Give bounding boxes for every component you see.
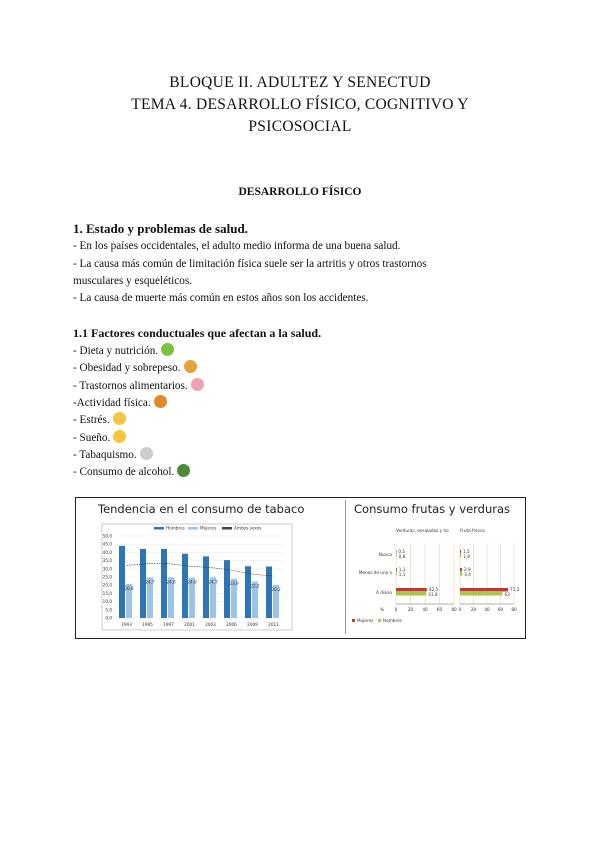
y-tick-label: 35,0 [102, 558, 112, 564]
data-label-hombres: 1,1 [398, 572, 406, 577]
factor-item [73, 412, 126, 426]
bar-mujeres [460, 588, 508, 592]
data-label-mujeres: 1,5 [463, 549, 470, 554]
chart-tabaco [76, 498, 344, 638]
factor-item-label: - Trastornos alimentarios. [73, 379, 188, 392]
factor-item [73, 343, 174, 357]
y-tick-label: 50,0 [102, 533, 112, 539]
legend-swatch [378, 619, 381, 622]
y-tick-label: 40,0 [102, 549, 112, 555]
x-axis-label: % [380, 607, 384, 612]
data-label-mujeres: 23,9 [229, 580, 239, 586]
header-line-3: PSICOSOCIAL [248, 118, 352, 135]
y-tick-label: 15,0 [102, 590, 112, 596]
row-label: A diario [375, 590, 392, 595]
data-label-mujeres: 71,2 [510, 587, 520, 592]
data-label-mujeres: 42,5 [428, 587, 439, 592]
bar-hombres [224, 560, 230, 618]
bar-hombres [182, 554, 188, 618]
data-label-hombres: 3,4 [464, 572, 471, 577]
factor-item-label: - Sueño. [73, 431, 111, 444]
data-label-hombres: 41,8 [428, 592, 438, 597]
data-label-mujeres: 1,1 [398, 567, 406, 572]
data-label-mujeres: 24,8 [166, 579, 176, 585]
burger-icon [184, 360, 197, 373]
factor-item [73, 464, 190, 478]
paragraph-2b: musculares y esqueléticos. [73, 275, 192, 287]
legend-swatch [188, 527, 198, 530]
legend-swatch [222, 527, 232, 530]
runner-icon [154, 395, 167, 408]
x-tick-label: 40 [484, 607, 490, 612]
bar-hombres [119, 546, 125, 618]
bar-hombres [396, 572, 397, 576]
bar-mujeres [460, 550, 461, 554]
factor-item-label: - Tabaquismo. [73, 448, 137, 461]
frown-face-icon [113, 412, 126, 425]
bar-hombres [460, 572, 462, 576]
x-tick-label: 60 [436, 607, 443, 612]
factor-item-label: -Actividad física. [73, 396, 151, 409]
chart-title-frutas: Consumo frutas y verduras [354, 502, 511, 516]
bar-hombres [460, 554, 461, 558]
figure-charts [75, 497, 526, 639]
bar-hombres [396, 554, 397, 558]
chart-title-tabaco: Tendencia en el consumo de tabaco [98, 502, 305, 516]
factor-item [73, 378, 204, 392]
x-tick-label: 20 [470, 607, 477, 612]
cigarette-icon [140, 447, 153, 460]
legend-label: Hombres [166, 525, 185, 531]
sleeping-face-icon [113, 430, 126, 443]
paragraph-3: - La causa de muerte más común en estos años son los accidentes. [73, 292, 369, 304]
bar-hombres [266, 567, 272, 618]
legend-label: Mujeres [200, 525, 217, 531]
y-tick-label: 25,0 [102, 574, 112, 580]
x-tick-label: 0 [394, 607, 398, 612]
x-tick-label: 2006 [226, 622, 237, 627]
x-tick-label: 80 [511, 607, 517, 612]
factor-item-label: - Consumo de alcohol. [73, 466, 175, 479]
bar-hombres [203, 556, 209, 618]
data-label-hombres: 0,8 [398, 554, 406, 559]
y-tick-label: 10,0 [102, 599, 112, 605]
bottle-icon [177, 464, 190, 477]
panel-label: Fruta fresca [460, 528, 485, 533]
bar-hombres [460, 592, 503, 596]
data-label-mujeres: 20,8 [124, 585, 134, 591]
x-tick-label: 1993 [121, 622, 132, 627]
x-tick-label: 1997 [163, 622, 174, 627]
y-tick-label: 5,0 [105, 607, 112, 613]
green-apple-icon [161, 343, 174, 356]
header-line-1: BLOQUE II. ADULTEZ Y SENECTUD [169, 74, 431, 91]
factor-item [73, 360, 197, 374]
section-title: DESARROLLO FÍSICO [238, 186, 362, 198]
factor-item [73, 447, 153, 461]
chart-frutas [346, 498, 524, 638]
factor-item-label: - Estrés. [73, 414, 110, 427]
x-tick-label: 1995 [142, 622, 153, 627]
brain-icon [191, 378, 204, 391]
bar-mujeres [396, 588, 427, 592]
heading-factores: 1.1 Factores conductuales que afectan a la salud. [73, 326, 322, 340]
data-label-mujeres: 2,9 [463, 567, 471, 572]
data-label-mujeres: 20,2 [271, 586, 281, 592]
data-label-mujeres: 24,7 [145, 579, 155, 585]
header-line-2: TEMA 4. DESARROLLO FÍSICO, COGNITIVO Y [131, 96, 469, 113]
row-label: Menos de una v [358, 570, 392, 575]
row-label: Nunca [378, 552, 392, 557]
legend-swatch [352, 619, 355, 622]
x-tick-label: 2009 [247, 622, 258, 627]
x-tick-label: 20 [407, 607, 414, 612]
bar-mujeres [396, 568, 397, 572]
x-tick-label: 2011 [268, 622, 279, 627]
legend-swatch [154, 527, 164, 530]
factor-item [73, 395, 167, 409]
factor-item-label: - Dieta y nutrición. [73, 345, 159, 357]
data-label-mujeres: 24,7 [208, 579, 218, 585]
data-label-mujeres: 22,2 [250, 583, 260, 589]
x-tick-label: 80 [451, 607, 457, 612]
factor-item-label: - Obesidad y sobrepeso. [73, 362, 181, 375]
data-label-mujeres: 24,6 [187, 579, 197, 585]
bar-hombres [245, 566, 251, 618]
x-tick-label: 60 [497, 607, 504, 612]
legend-label: Hombres [383, 618, 402, 623]
y-tick-label: 30,0 [102, 566, 112, 572]
paragraph-1: - En los países occidentales, el adulto medio informa de una buena salud. [73, 240, 401, 252]
bar-mujeres [460, 568, 462, 572]
x-tick-label: 2003 [205, 622, 216, 627]
heading-estado-salud: 1. Estado y problemas de salud. [73, 221, 248, 236]
data-label-mujeres: 0,5 [398, 549, 406, 554]
factor-item [73, 430, 126, 444]
data-label-hombres: 1,8 [463, 554, 470, 559]
y-tick-label: 0,0 [105, 615, 112, 621]
legend-label: Mujeres [357, 618, 374, 623]
paragraph-2a: - La causa más común de limitación física suele ser la artritis y otros trastornos [73, 258, 427, 270]
y-tick-label: 45,0 [102, 541, 112, 547]
bar-hombres [396, 592, 426, 596]
panel-label: Verduras, ensaladas y ho [396, 528, 449, 533]
data-label-hombres: 63 [504, 592, 510, 597]
x-tick-label: 40 [422, 607, 428, 612]
legend-label: Ambos sexos [234, 525, 262, 531]
x-tick-label: 2001 [184, 622, 195, 627]
x-tick-label: 0 [458, 607, 462, 612]
y-tick-label: 20,0 [102, 582, 112, 588]
